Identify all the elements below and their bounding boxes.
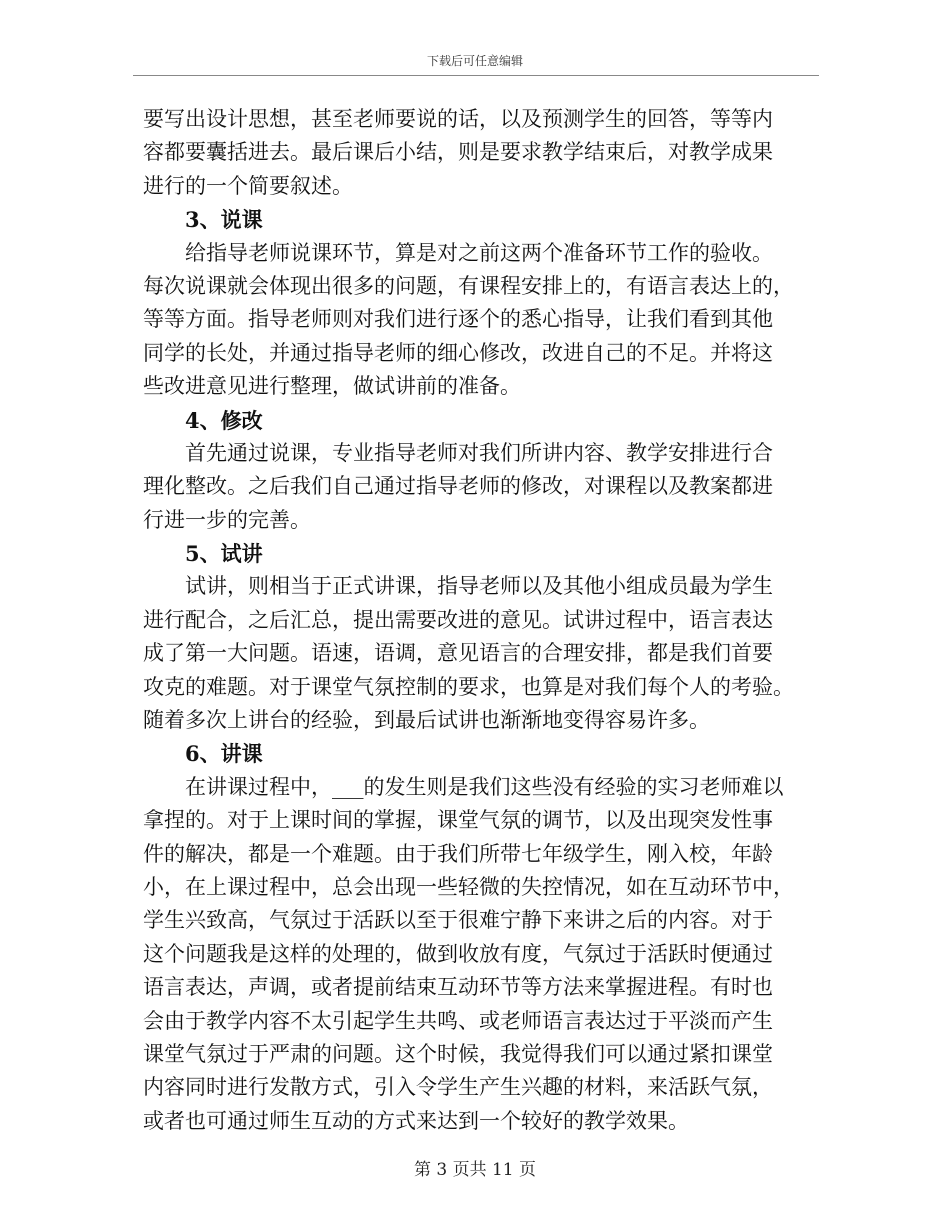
paragraph-line: 内容同时进行发散方式，引入令学生产生兴趣的材料，来活跃气氛， bbox=[143, 1075, 773, 1100]
paragraph-line: 行进一步的完善。 bbox=[143, 507, 311, 532]
paragraph-line: 容都要囊括进去。最后课后小结，则是要求教学结束后，对教学成果 bbox=[143, 140, 773, 165]
header-divider bbox=[133, 75, 819, 76]
paragraph-line: 学生兴致高，气氛过于活跃以至于很难宁静下来讲之后的内容。对于 bbox=[143, 908, 773, 933]
paragraph-line: 等等方面。指导老师则对我们进行逐个的悉心指导，让我们看到其他 bbox=[143, 307, 773, 332]
paragraph-line: 进行配合，之后汇总，提出需要改进的意见。试讲过程中，语言表达 bbox=[143, 607, 773, 632]
paragraph-line: 进行的一个简要叙述。 bbox=[143, 173, 353, 198]
paragraph-line: 在讲课过程中，___的发生则是我们这些没有经验的实习老师难以 bbox=[185, 774, 784, 799]
paragraph-line: 攻克的难题。对于课堂气氛控制的要求，也算是对我们每个人的考验。 bbox=[143, 674, 794, 699]
paragraph-line: 这个问题我是这样的处理的，做到收放有度，气氛过于活跃时便通过 bbox=[143, 941, 773, 966]
paragraph-line: 件的解决，都是一个难题。由于我们所带七年级学生，刚入校，年龄 bbox=[143, 841, 773, 866]
paragraph-line: 课堂气氛过于严肃的问题。这个时候，我觉得我们可以通过紧扣课堂 bbox=[143, 1041, 773, 1066]
header-note: 下载后可任意编辑 bbox=[426, 54, 523, 68]
paragraph-line: 语言表达，声调，或者提前结束互动环节等方法来掌握进程。有时也 bbox=[143, 975, 773, 1000]
paragraph-line: 给指导老师说课环节，算是对之前这两个准备环节工作的验收。 bbox=[185, 240, 773, 265]
section-heading: 4、修改 bbox=[185, 407, 263, 433]
paragraph-line: 些改进意见进行整理，做试讲前的准备。 bbox=[143, 374, 521, 399]
section-heading: 5、试讲 bbox=[185, 541, 263, 567]
paragraph-line: 随着多次上讲台的经验，到最后试讲也渐渐地变得容易许多。 bbox=[143, 708, 710, 733]
paragraph-line: 试讲，则相当于正式讲课，指导老师以及其他小组成员最为学生 bbox=[185, 574, 773, 599]
paragraph-line: 或者也可通过师生互动的方式来达到一个较好的教学效果。 bbox=[143, 1108, 689, 1133]
paragraph-line: 小，在上课过程中，总会出现一些轻微的失控情况，如在互动环节中， bbox=[143, 874, 794, 899]
section-heading: 6、讲课 bbox=[185, 741, 263, 767]
paragraph-line: 每次说课就会体现出很多的问题，有课程安排上的，有语言表达上的， bbox=[143, 273, 794, 298]
paragraph-line: 理化整改。之后我们自己通过指导老师的修改，对课程以及教案都进 bbox=[143, 474, 773, 499]
paragraph-line: 拿捏的。对于上课时间的掌握，课堂气氛的调节，以及出现突发性事 bbox=[143, 808, 773, 833]
paragraph-line: 会由于教学内容不太引起学生共鸣、或老师语言表达过于平淡而产生 bbox=[143, 1008, 773, 1033]
document-body bbox=[143, 103, 808, 1138]
paragraph-line: 首先通过说课，专业指导老师对我们所讲内容、教学安排进行合 bbox=[185, 440, 773, 465]
paragraph-line: 成了第一大问题。语速，语调，意见语言的合理安排，都是我们首要 bbox=[143, 641, 773, 666]
page-number: 第 3 页共 11 页 bbox=[413, 1160, 537, 1180]
paragraph-line: 同学的长处，并通过指导老师的细心修改，改进自己的不足。并将这 bbox=[143, 340, 773, 365]
paragraph-line: 要写出设计思想，甚至老师要说的话，以及预测学生的回答，等等内 bbox=[143, 107, 773, 131]
section-heading: 3、说课 bbox=[185, 207, 263, 233]
